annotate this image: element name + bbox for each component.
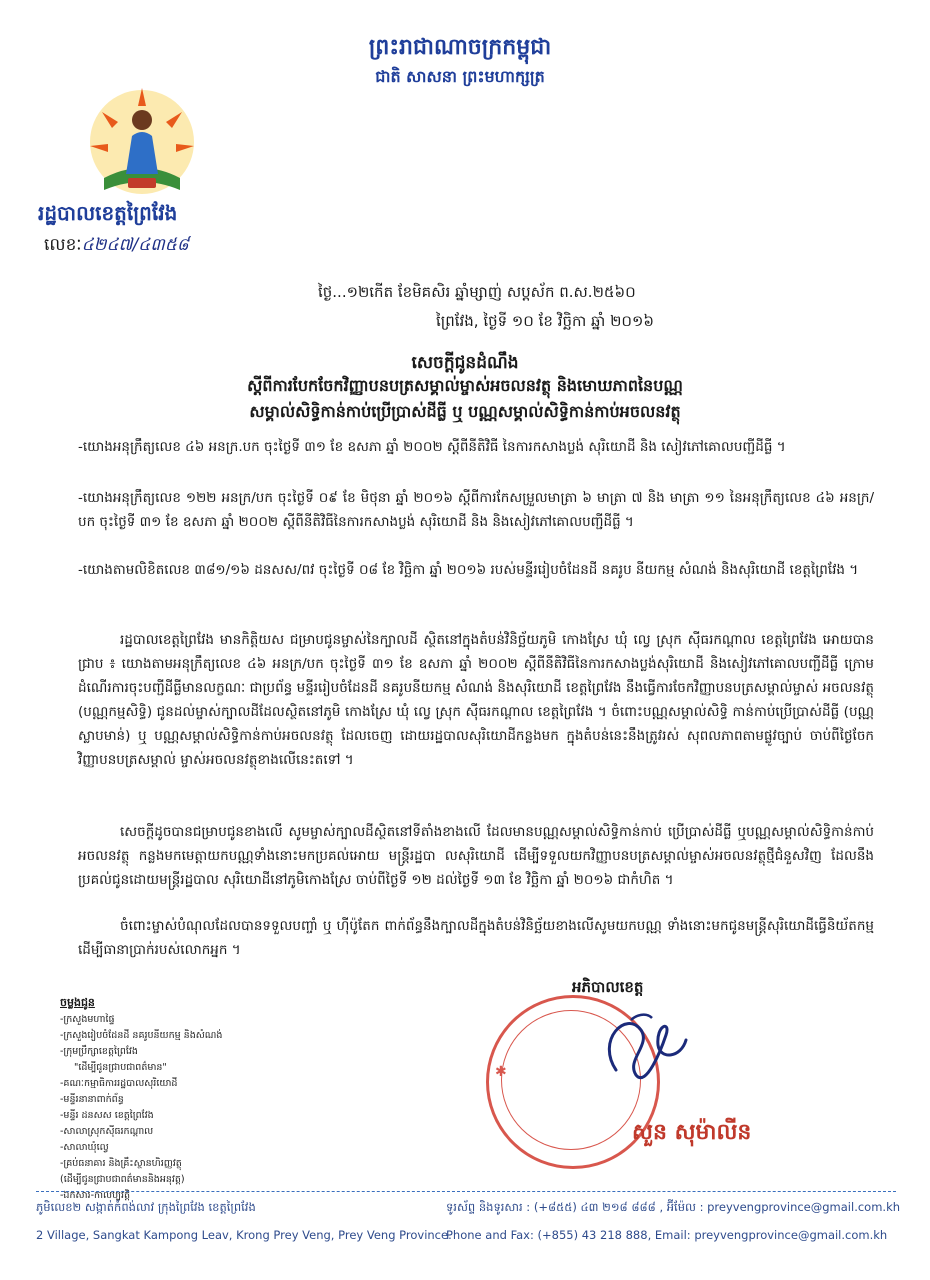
list-item: -ក្រសួងមហាផ្ទៃ	[60, 1014, 115, 1025]
list-item: -ឯកសារ-កាលប្បវត្តិ	[60, 1190, 130, 1201]
footer-address-khmer: ភូមិលេខ២ សង្កាត់កំពង់លាវ ក្រុងព្រៃវែង ខេត្តព្រៃវែង	[36, 1200, 256, 1214]
footer-contact-khmer: ទូរស័ព្ទ និងទូរសារ : (+៨៥៥) ៤៣ ២១៨ ៨៨៨ , អ៊ីម៉ែល : preyvengprovince@gmail.com.kh	[446, 1200, 901, 1214]
footer-contact-english: Phone and Fax: (+855) 43 218 888, Email: preyvengprovince@gmail.com.kh	[446, 1228, 888, 1242]
body-paragraph-2: សេចក្តីដូចបានជម្រាបជូនខាងលើ សូមម្ចាស់ក្បាលដីស្ថិតនៅទីតាំងខាងលើ ដែលមានបណ្ណសម្គាល់សិទ្ធិកាន់កាប់ ប្រើប្រាស់ដីធ្លី ឬបណ្ណសម្គាល់សិទ្ធិកាន់កាប់អចលនវត្ថុ កន្លងមកមេត្តាយកបណ្ណទាំងនោះមកប្រគល់អោយ មន្ត្រីរដ្ឋបា លសុរិយោដី ដើម្បីទទួលយកវិញ្ញាបនបត្រសម្គាល់ម្ចាស់អចលនវត្ថុថ្មីជំនួសវិញ ដែលនឹងប្រគល់ជូនដោយមន្ត្រីរដ្ឋបាល សុរិយោដីនៅភូមិកោងស្រែ ចាប់ពីថ្ងៃទី ១២ ដល់ថ្ងៃទី ១៣ ខែ វិច្ឆិកា ឆ្នាំ ២០១៦ ជាកំហិត ។	[78, 824, 874, 888]
lunar-date: ថ្ងៃ...១២កើត ខែមិគសិរ ឆ្នាំម្សាញ់ សប្តស័ក ព.ស.២៥៦០	[318, 283, 636, 301]
national-motto: ជាតិ សាសនា ព្រះមហាក្សត្រ	[375, 67, 545, 86]
handwritten-signature	[586, 1000, 696, 1094]
list-item: -សាលាស្រុកស៊ីធរកណ្តាល	[60, 1126, 154, 1137]
footer-address-english: 2 Village, Sangkat Kampong Leav, Krong Prey Veng, Prey Veng Province.	[36, 1228, 452, 1242]
reference-label: លេខៈ	[44, 235, 82, 255]
document-subject-line-1: ស្តីពីការបែកចែកវិញ្ញាបនបត្រសម្គាល់ម្ចាស់អចលនវត្ថុ និងមោឃភាពនៃបណ្ណ	[247, 376, 683, 395]
copy-to-list	[60, 1012, 222, 1204]
reference-3: -យោងតាមលិខិតលេខ ៣៨១/១៦ ដនសស/ពវ ចុះថ្ងៃទី ០៨ ខែ វិច្ឆិកា ឆ្នាំ ២០១៦ របស់មន្ទីររៀបចំដែនដី នគរូប នីយកម្ម សំណង់ និងសុរិយោដី ខេត្តព្រៃវែង ។	[78, 562, 859, 578]
seal-star-icon: ✱	[495, 1064, 507, 1080]
kingdom-heading: ព្រះរាជាណាចក្រកម្ពុជា	[368, 35, 552, 60]
list-item: -ក្រសួងរៀបចំដែនដី នគរូបនីយកម្ម និងសំណង់	[60, 1030, 223, 1041]
body-paragraph-3: ចំពោះម្ចាស់បំណុលដែលបានទទួលបញ្ចាំ ឬ ហ៊ីប៉ូតែក ពាក់ព័ន្ធនឹងក្បាលដីក្នុងតំបន់វិនិច្ឆ័យខាងលើសូមយកបណ្ណ ទាំងនោះមកជូនមន្ត្រីសុរិយោដីធ្វើនិយ័តកម្មដើម្បីធានាប្រាក់របស់លោកអ្នក ។	[78, 918, 874, 958]
place-and-date: ព្រៃវែង, ថ្ងៃទី ១០ ខែ វិច្ឆិកា ឆ្នាំ ២០១៦	[436, 312, 655, 330]
list-item: -គណៈកម្មាធិការរដ្ឋបាលសុរិយោដី	[60, 1078, 178, 1089]
reference-1: -យោងអនុក្រឹត្យលេខ ៤៦ អនក្រ.បក ចុះថ្ងៃទី ៣១ ខែ ឧសភា ឆ្នាំ ២០០២ ស្តីពីនីតិវិធី នៃការកសាងប្លង់ សុរិយោដី និង សៀវភៅគោលបញ្ជីដីធ្លី ។	[78, 439, 786, 455]
provincial-emblem-logo	[82, 82, 202, 202]
document-title: សេចក្តីជូនដំណឹង	[411, 353, 519, 373]
reference-number	[44, 234, 189, 259]
reference-2: -យោងអនុក្រឹត្យលេខ ១២២ អនក្រ/បក ចុះថ្ងៃទី ០៩ ខែ មិថុនា ឆ្នាំ ២០១៦ ស្តីពីការកែសម្រួលមាត្រា ៦ មាត្រា ៧ និង មាត្រា ១១ នៃអនុក្រឹត្យលេខ ៤៦ អនក្រ/បក ចុះថ្ងៃទី ៣១ ខែ ឧសភា ឆ្នាំ ២០០២ ស្តីពីនីតិវិធីនៃការកសាងប្លង់ សុរិយោដី និង និងសៀវភៅគោលបញ្ជីដីធ្លី ។	[78, 490, 874, 530]
list-item: -មន្ទីរ ដនសស ខេត្តព្រៃវែង	[60, 1110, 154, 1121]
body-paragraph-1: រដ្ឋបាលខេត្តព្រៃវែង មានកិត្តិយស ជម្រាបជូនម្ចាស់នៃក្បាលដី ស្ថិតនៅក្នុងតំបន់វិនិច្ឆ័យភូមិ កោងស្រែ ឃុំ លេ្វ ស្រុក ស៊ីធរកណ្តាល ខេត្តព្រៃវែង អោយបានជ្រាប ៖ យោងតាមអនុក្រឹត្យលេខ ៤៦ អនក្រ/បក ចុះថ្ងៃទី ៣១ ខែ ឧសភា ឆ្នាំ ២០០២ ស្តីពីនីតិវិធីនៃការកសាងប្លង់សុរិយោដី និងសៀវភៅគោលបញ្ជីដីធ្លី ក្រោមដំណើរការចុះបញ្ជីដីធ្លីមានលក្ខណៈ ជាប្រព័ន្ធ មន្ទីររៀបចំដែនដី នគរូបនីយកម្ម សំណង់ និងសុរិយោដី ខេត្តព្រៃវែង នឹងធ្វើការចែកវិញ្ញាបនបត្រសម្គាល់ម្ចាស់ អចលនវត្ថុ (បណ្ណកម្មសិទ្ធិ) ជូនដល់ម្ចាស់ក្បាលដីដែលស្ថិតនៅភូមិ កោងស្រែ ឃុំ លេ្វ ស្រុក ស៊ីធរកណ្តាល ខេត្តព្រៃវែង ។ ចំពោះបណ្ណសម្គាល់សិទ្ធិ កាន់កាប់ប្រើប្រាស់ដីធ្លី (បណ្ណស្លាបមាន់) ឬ បណ្ណសម្គាល់សិទ្ធិកាន់កាប់អចលនវត្ថុ ដែលចេញ ដោយរដ្ឋបាលសុរិយោដីកន្លងមក ក្នុងតំបន់នេះនឹងត្រូវរស់ សុពលភាពតាមផ្លូវច្បាប់ ចាប់ពីថ្ងៃចែកវិញ្ញាបនបត្រសម្គាល់ ម្ចាស់អចលនវត្ថុខាងលើនេះតទៅ ។	[78, 632, 874, 768]
list-item: (ដើម្បីជូនជ្រាបជាពត៌មាននិងអនុវត្ត)	[60, 1174, 185, 1185]
issuing-authority: រដ្ឋបាលខេត្តព្រៃវែង	[38, 201, 178, 225]
reference-value: ៤២៤៧/៤៣៥៨	[81, 235, 189, 255]
list-item: -មន្ទីរនានាពាក់ព័ន្ធ	[60, 1094, 124, 1105]
list-item: "ដើម្បីជូនជ្រាបជាពត៌មាន"	[74, 1062, 167, 1073]
signatory-name: សួន សុម៉ាលីន	[632, 1120, 752, 1145]
signatory-title: អភិបាលខេត្ត	[572, 978, 644, 996]
copy-to-heading: ចម្លងជូន	[60, 996, 95, 1009]
document-subject-line-2: សម្គាល់សិទ្ធិកាន់កាប់ប្រើប្រាស់ដីធ្លី ឬ បណ្ណសម្គាល់សិទ្ធិកាន់កាប់អចលនវត្ថុ	[249, 402, 681, 421]
list-item: -សាលាឃុំលេ្វ	[60, 1142, 109, 1153]
list-item: -ក្រុមប្រឹក្សាខេត្តព្រៃវែង	[60, 1046, 138, 1057]
footer-divider	[36, 1191, 896, 1192]
list-item: -គ្រប់ធនាគារ និងគ្រឹះស្ថានហិរញ្ញវត្ថុ	[60, 1158, 182, 1169]
